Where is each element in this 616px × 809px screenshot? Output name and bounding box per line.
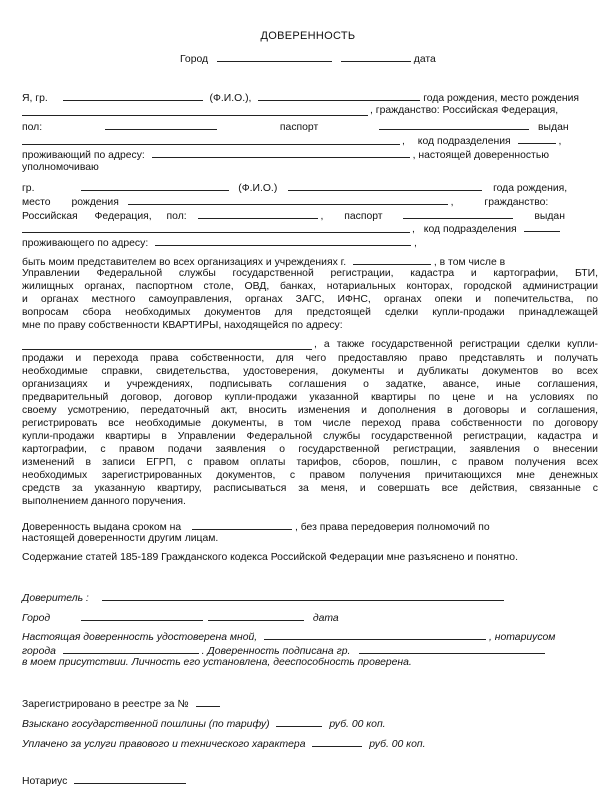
text: года рождения, bbox=[493, 183, 568, 194]
notary-name-blank[interactable] bbox=[264, 629, 486, 640]
agent-address-blank[interactable] bbox=[155, 235, 411, 246]
city-label: Город bbox=[180, 54, 209, 65]
p3-line-18: средств за указанную квартиру, расписываться за меня, и совершать все действия, связанные с bbox=[22, 483, 598, 494]
p1-line-4 bbox=[402, 133, 598, 148]
p2-line-4 bbox=[412, 221, 598, 236]
text: паспорт bbox=[344, 211, 383, 222]
text: , bbox=[320, 211, 324, 222]
agent-birthplace-blank[interactable] bbox=[128, 194, 448, 205]
principal-signature-line bbox=[22, 590, 504, 605]
p4-line-2: настоящей доверенности другим лицам. bbox=[22, 533, 219, 544]
text: , bbox=[412, 224, 415, 235]
text: . Доверенность подписана гр. bbox=[201, 646, 351, 657]
text: , bbox=[402, 136, 405, 147]
text: выдан bbox=[538, 122, 569, 133]
text: руб. 00 коп. bbox=[329, 719, 386, 730]
text: города bbox=[22, 646, 56, 657]
text: , bbox=[450, 197, 454, 208]
p1-line-2 bbox=[370, 104, 598, 117]
p3-line-6: мне по праву собственности КВАРТИРЫ, находящейся по адресу: bbox=[22, 320, 343, 331]
notary-signature-line bbox=[22, 773, 186, 788]
apartment-address-blank[interactable] bbox=[22, 349, 312, 350]
p3-line-5: вопросам сбора необходимых документов для предстоящей сделки купли-продажи принадлежащей bbox=[22, 307, 598, 318]
text: код подразделения bbox=[423, 224, 517, 235]
principal-sex-blank[interactable] bbox=[105, 119, 217, 130]
text: код подразделения bbox=[417, 136, 511, 147]
registry-number-blank[interactable] bbox=[196, 696, 220, 707]
p3-line-15: картографии, с правом подачи заявления о государственной регистрации, заявления о внесении bbox=[22, 444, 598, 455]
certification-line bbox=[22, 629, 598, 644]
text: , гражданство: Российская Федерация, bbox=[370, 105, 559, 116]
text: Зарегистрировано в реестре за № bbox=[22, 699, 189, 710]
agent-issued-blank[interactable] bbox=[22, 232, 410, 233]
p2-line-1 bbox=[22, 180, 598, 195]
p3-line-16: изменений в записи ЕГРП, с правом оплаты тарифов, сборов, пошлин, с правом получения всех bbox=[22, 457, 598, 468]
text: года рождения, место рождения bbox=[423, 93, 580, 104]
p1-line-5 bbox=[22, 147, 598, 162]
agent-name-blank[interactable] bbox=[81, 180, 229, 191]
notary-city-blank[interactable] bbox=[63, 643, 199, 654]
date-blank[interactable] bbox=[341, 51, 411, 62]
p1-line-6: уполномочиваю bbox=[22, 162, 99, 173]
text: , в том числе в bbox=[433, 257, 506, 268]
p3-line-19: выполнением данного поручения. bbox=[22, 496, 186, 507]
principal-address-blank[interactable] bbox=[152, 147, 410, 158]
principal-birth-blank[interactable] bbox=[258, 90, 420, 101]
text: гражданство: bbox=[484, 197, 549, 208]
principal-birthplace-blank[interactable] bbox=[22, 115, 368, 116]
agent-birth-blank[interactable] bbox=[288, 180, 482, 191]
text: место bbox=[22, 197, 51, 208]
city-of-organizations-blank[interactable] bbox=[353, 254, 431, 265]
sign-city-line bbox=[22, 610, 339, 625]
p3-line-13: регистрировать все необходимые документы, в том числе переход права собственности по договору bbox=[22, 418, 598, 429]
text: паспорт bbox=[279, 122, 319, 133]
city-blank[interactable] bbox=[217, 51, 332, 62]
text: рождения bbox=[71, 197, 119, 208]
p1-line-3 bbox=[22, 119, 598, 134]
p3-line-3: жилищных органах, паспортном столе, ОВД, банках, нотариальных конторах, городской администрации bbox=[22, 281, 598, 292]
text: пол: bbox=[22, 122, 43, 133]
paid-line bbox=[22, 736, 425, 751]
text: проживающий по адресу: bbox=[22, 150, 145, 161]
p3-line-14: купли-продажи квартиры в Управлении Федеральной службы государственной регистрации, кадастра и bbox=[22, 431, 598, 442]
text: Я, гр. bbox=[22, 93, 48, 104]
presence-line: в моем присутствии. Личность его установлена, дееспособность проверена. bbox=[22, 657, 412, 668]
text: Российская bbox=[22, 211, 78, 222]
text: Доверенность выдана сроком на bbox=[22, 522, 182, 533]
p3-line-2: Управлении Федеральной службы государственной регистрации, кадастра и картографии, БТИ, bbox=[22, 268, 598, 279]
text: (Ф.И.О.), bbox=[209, 93, 252, 104]
p3-line-10: организациях и учреждениях, подписывать соглашения о задатке, авансе, иные соглашения, bbox=[22, 379, 598, 390]
p3-line-8: продажи и перехода права собственности, для чего предоставляю право представлять и получать bbox=[22, 353, 598, 364]
p3-line-9: необходимые справки, свидетельства, удостоверения, документы и дубликаты документов во всех bbox=[22, 366, 598, 377]
text: гр. bbox=[22, 183, 35, 194]
signer-name-blank[interactable] bbox=[359, 643, 545, 654]
text: Нотариус bbox=[22, 776, 68, 787]
date-label: дата bbox=[413, 54, 436, 65]
header-city-date-line bbox=[180, 51, 436, 66]
principal-passport-blank[interactable] bbox=[379, 119, 529, 130]
duty-amount-blank[interactable] bbox=[276, 716, 322, 727]
text: дата bbox=[312, 613, 339, 624]
document-title: ДОВЕРЕННОСТЬ bbox=[260, 30, 356, 42]
registry-line bbox=[22, 696, 220, 711]
p3-line-12: своему усмотрению, передаточный акт, вносить изменения и дополнения в договоры и соглашения, bbox=[22, 405, 598, 416]
text: , без права передоверия полномочий по bbox=[294, 522, 490, 533]
sign-date-blank[interactable] bbox=[208, 610, 304, 621]
p3-line-4: и органах местного самоуправления, органах ЗАГС, ИФНС, органах опеки и попечительства, по bbox=[22, 294, 598, 305]
agent-passport-blank[interactable] bbox=[403, 208, 513, 219]
text: Федерация, bbox=[94, 211, 152, 222]
text: , bbox=[558, 136, 562, 147]
p2-line-5 bbox=[22, 235, 598, 250]
duty-line bbox=[22, 716, 386, 731]
text: проживающего по адресу: bbox=[22, 238, 149, 249]
p2-line-2 bbox=[22, 194, 598, 209]
text: пол: bbox=[166, 211, 187, 222]
text: Доверитель : bbox=[22, 593, 89, 604]
agent-sex-blank[interactable] bbox=[198, 208, 318, 219]
paid-amount-blank[interactable] bbox=[312, 736, 362, 747]
p3-line-7: , а также государственной регистрации сделки купли- bbox=[314, 339, 598, 350]
principal-signature-blank[interactable] bbox=[102, 590, 504, 601]
principal-name-blank[interactable] bbox=[63, 90, 203, 101]
text: (Ф.И.О.) bbox=[238, 183, 278, 194]
text: выдан bbox=[534, 211, 565, 222]
text: Взыскано государственной пошлины (по тарифу) bbox=[22, 719, 270, 730]
text: Настоящая доверенность удостоверена мной, bbox=[22, 632, 258, 643]
text: руб. 00 коп. bbox=[369, 739, 426, 750]
sign-city-blank[interactable] bbox=[81, 610, 203, 621]
p3-line-11: предварительный договор, договор купли-продажи указанной квартиры по цене и на условиях по bbox=[22, 392, 598, 403]
p5-line: Содержание статей 185-189 Гражданского кодекса Российской Федерации мне разъяснено и понятно. bbox=[22, 552, 518, 563]
agent-code-blank[interactable] bbox=[524, 221, 560, 232]
text: Уплачено за услуги правового и технического характера bbox=[22, 739, 306, 750]
p3-line-17: необходимых зарегистрированных документов, с правом получения причитающихся мне денежных bbox=[22, 470, 598, 481]
term-blank[interactable] bbox=[192, 519, 292, 530]
text: Город bbox=[22, 613, 51, 624]
text: , bbox=[414, 238, 417, 249]
p1-line-1 bbox=[22, 90, 598, 105]
text: быть моим представителем во всех организациях и учреждениях г. bbox=[22, 257, 347, 268]
notary-signature-blank[interactable] bbox=[74, 773, 186, 784]
principal-code-blank[interactable] bbox=[518, 133, 556, 144]
text: , настоящей доверенностью bbox=[412, 150, 550, 161]
principal-issued-blank[interactable] bbox=[22, 144, 400, 145]
text: , нотариусом bbox=[488, 632, 556, 643]
